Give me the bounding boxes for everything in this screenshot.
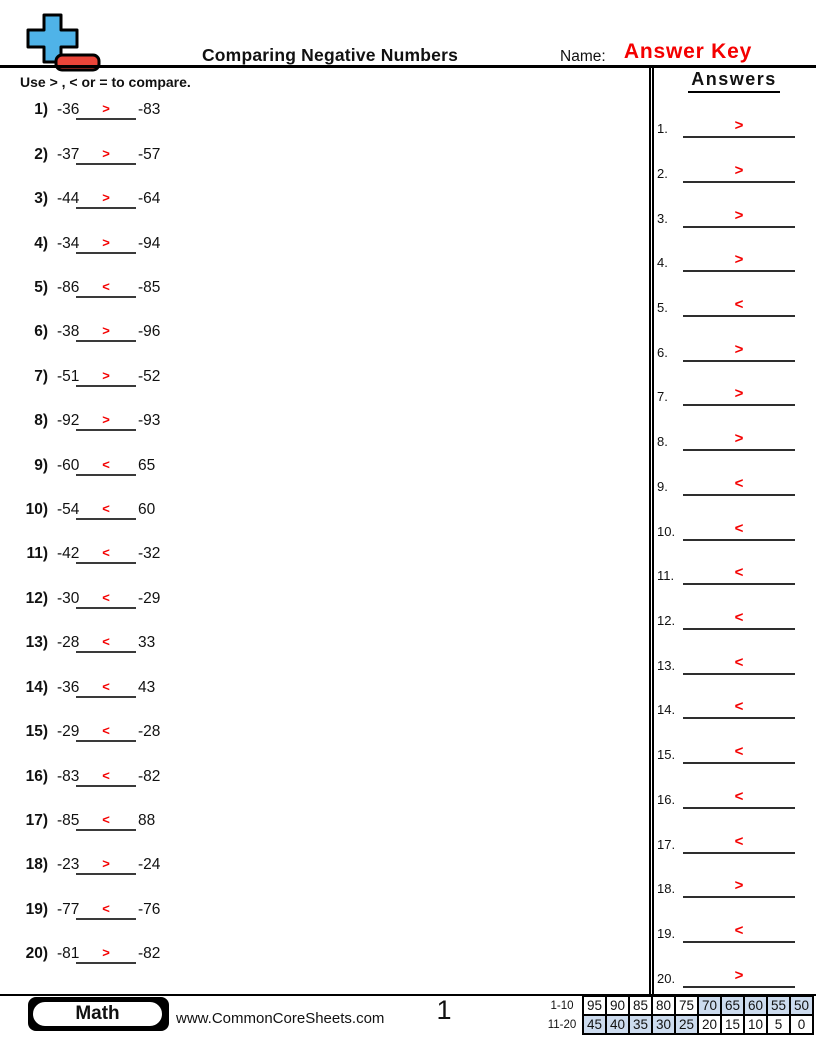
problem-right-value: -96 [138,323,161,341]
problem-answer-symbol: < [102,767,110,783]
problem-left-value: -85 [57,811,80,829]
problem-number: 20) [25,945,48,963]
problem-answer-symbol: > [102,234,110,250]
problem-row [0,831,640,875]
answer-row [655,93,813,138]
problem-number: 2) [34,145,48,163]
problem-number: 11) [26,545,48,563]
problem-right-value: 60 [138,501,156,519]
problem-left-value: -42 [57,545,80,563]
score-value-cell: 30 [652,1015,675,1034]
problem-answer-symbol: < [102,634,110,650]
answer-row [655,183,813,228]
problem-answer-symbol: < [102,279,110,295]
problem-number: 1) [34,101,48,119]
problem-answer-symbol: < [102,900,110,916]
problem-number: 14) [25,678,48,696]
answer-number: 8. [657,434,668,450]
problem-left-value: -36 [57,678,80,696]
problem-row [0,76,640,120]
answer-number: 10. [657,523,676,539]
problem-right-value: -29 [138,589,161,607]
problem-right-value: -82 [138,767,161,785]
problem-number: 9) [34,456,48,474]
problem-answer-symbol: > [102,945,110,961]
problem-left-value: -28 [57,634,80,652]
answers-column-divider [649,68,654,994]
instructions-text: Use > , < or = to compare. [20,74,191,90]
score-value-cell: 75 [675,996,698,1015]
answer-row [655,541,813,586]
problem-row [0,476,640,520]
problem-left-value: -44 [57,190,80,208]
problem-right-value: 65 [138,456,156,474]
answer-number: 20. [657,970,676,986]
answer-number: 14. [657,702,676,718]
problems-list [0,76,640,964]
problem-left-value: -86 [57,279,80,297]
math-brand-badge [28,997,169,1031]
answer-number: 7. [657,389,668,405]
problem-answer-symbol: < [102,723,110,739]
answer-number: 2. [657,165,668,181]
problem-answer-symbol: < [102,545,110,561]
answer-symbol: > [734,251,744,269]
problem-row [0,120,640,164]
problem-left-value: -51 [57,367,80,385]
page-title: Comparing Negative Numbers [201,45,459,65]
problem-number: 5) [34,279,48,297]
answer-number: 9. [657,478,668,494]
problem-answer-symbol: < [102,589,110,605]
problem-left-value: -77 [57,900,80,918]
problem-answer-symbol: > [102,367,110,383]
problem-row [0,387,640,431]
problem-row [0,298,640,342]
problem-row [0,342,640,386]
score-value-cell: 50 [790,996,813,1015]
answer-number: 5. [657,299,668,315]
problem-answer-symbol: < [102,678,110,694]
answer-symbol: < [734,743,744,761]
problem-right-value: -76 [138,900,161,918]
problem-right-value: -32 [138,545,161,563]
score-value-cell: 95 [583,996,606,1015]
problem-right-value: -52 [138,367,161,385]
problem-number: 16) [25,767,48,785]
problem-row [0,209,640,253]
problem-left-value: -38 [57,323,80,341]
problem-answer-symbol: < [102,811,110,827]
answer-row [655,809,813,854]
answer-symbol: < [734,653,744,671]
problem-right-value: -82 [138,945,161,963]
problem-left-value: -23 [57,856,80,874]
score-value-cell: 60 [744,996,767,1015]
problem-left-value: -36 [57,101,80,119]
score-value-cell: 65 [721,996,744,1015]
score-value-cell: 85 [629,996,652,1015]
problem-right-value: -94 [138,234,161,252]
problem-right-value: -24 [138,856,161,874]
answer-number: 19. [657,926,676,942]
answer-symbol: > [734,206,744,224]
problem-left-value: -54 [57,501,80,519]
problem-number: 18) [25,856,48,874]
answer-number: 17. [657,836,676,852]
problem-row [0,698,640,742]
answer-number: 18. [657,881,676,897]
answer-number: 13. [657,657,676,673]
answer-key-label: Answer Key [623,40,753,63]
problem-row [0,254,640,298]
answer-row [655,362,813,407]
problem-left-value: -34 [57,234,80,252]
score-value-cell: 10 [744,1015,767,1034]
problem-right-value: -57 [138,145,161,163]
problem-left-value: -83 [57,767,80,785]
score-value-cell: 5 [767,1015,790,1034]
problem-right-value: 88 [138,811,156,829]
problem-row [0,742,640,786]
score-value-cell: 20 [698,1015,721,1034]
answer-row [655,764,813,809]
answer-symbol: < [734,519,744,537]
score-value-cell: 55 [767,996,790,1015]
problem-number: 13) [25,634,48,652]
problem-number: 7) [34,367,48,385]
problem-right-value: 43 [138,678,156,696]
page-number: 1 [436,995,452,1025]
answer-row [655,585,813,630]
problem-left-value: -30 [57,589,80,607]
answer-symbol: < [734,922,744,940]
problem-row [0,165,640,209]
answer-symbol: > [734,340,744,358]
score-value-cell: 70 [698,996,721,1015]
answer-number: 11. [657,568,675,584]
problem-number: 8) [34,412,48,430]
answer-row [655,228,813,273]
answer-blank [683,986,795,988]
problem-answer-symbol: < [102,456,110,472]
answer-symbol: < [734,295,744,313]
answers-list [655,93,813,987]
math-brand-label: Math [31,1000,164,1028]
problem-number: 19) [25,900,48,918]
score-range-label: 11-20 [547,1018,577,1031]
problem-number: 10) [25,501,48,519]
answer-symbol: < [734,832,744,850]
problem-number: 6) [34,323,48,341]
answer-row [655,406,813,451]
problem-row [0,653,640,697]
answer-row [655,719,813,764]
problem-left-value: -81 [57,945,80,963]
problem-left-value: -60 [57,456,80,474]
answer-symbol: < [734,474,744,492]
answer-symbol: < [734,564,744,582]
problem-number: 4) [34,234,48,252]
header-divider [0,65,816,68]
answer-symbol: > [734,877,744,895]
score-value-cell: 80 [652,996,675,1015]
answer-row [655,272,813,317]
answer-number: 1. [657,121,668,137]
score-row [547,996,813,1015]
problem-row [0,609,640,653]
problem-answer-symbol: > [102,856,110,872]
problem-row [0,564,640,608]
problem-answer-symbol: > [102,145,110,161]
answer-number: 3. [657,210,668,226]
problem-answer-blank [76,962,136,964]
score-value-cell: 0 [790,1015,813,1034]
answer-row [655,675,813,720]
score-value-cell: 90 [606,996,629,1015]
problem-answer-symbol: > [102,323,110,339]
answer-symbol: > [734,966,744,984]
problem-row [0,875,640,919]
problem-row [0,520,640,564]
answer-symbol: > [734,117,744,135]
answer-row [655,898,813,943]
name-label: Name: [560,48,606,65]
score-table [547,995,814,1035]
problem-number: 15) [25,723,48,741]
website-url: www.CommonCoreSheets.com [176,1010,385,1027]
score-row [547,1015,813,1034]
score-value-cell: 35 [629,1015,652,1034]
problem-left-value: -92 [57,412,80,430]
score-value-cell: 45 [583,1015,606,1034]
problem-right-value: 33 [138,634,156,652]
problem-number: 3) [34,190,48,208]
answer-number: 15. [657,747,676,763]
answer-number: 6. [657,344,668,360]
answer-row [655,317,813,362]
score-range-label: 1-10 [550,999,574,1012]
answer-row [655,138,813,183]
answer-row [655,854,813,899]
answer-row [655,630,813,675]
problem-answer-symbol: > [102,190,110,206]
answers-heading-text: Answers [688,69,780,93]
problem-left-value: -29 [57,723,80,741]
answer-number: 4. [657,255,668,271]
problem-right-value: -64 [138,190,161,208]
problem-answer-symbol: > [102,412,110,428]
problem-answer-symbol: > [102,101,110,117]
answer-row [655,496,813,541]
problem-row [0,431,640,475]
answer-number: 16. [657,791,676,807]
score-value-cell: 40 [606,1015,629,1034]
problem-row [0,787,640,831]
answer-symbol: < [734,698,744,716]
answer-row [655,943,813,988]
answers-heading [655,69,813,93]
score-value-cell: 15 [721,1015,744,1034]
answer-symbol: > [734,430,744,448]
score-value-cell: 25 [675,1015,698,1034]
problem-left-value: -37 [57,145,80,163]
problem-number: 12) [25,589,48,607]
answer-symbol: > [734,161,744,179]
answer-symbol: < [734,787,744,805]
answer-symbol: < [734,609,744,627]
problem-right-value: -83 [138,101,161,119]
problem-right-value: -93 [138,412,161,430]
problem-answer-symbol: < [102,501,110,517]
problem-right-value: -85 [138,279,161,297]
problem-right-value: -28 [138,723,161,741]
problem-row [0,920,640,964]
problem-number: 17) [25,811,48,829]
answer-symbol: > [734,385,744,403]
answer-row [655,451,813,496]
answer-number: 12. [657,613,676,629]
